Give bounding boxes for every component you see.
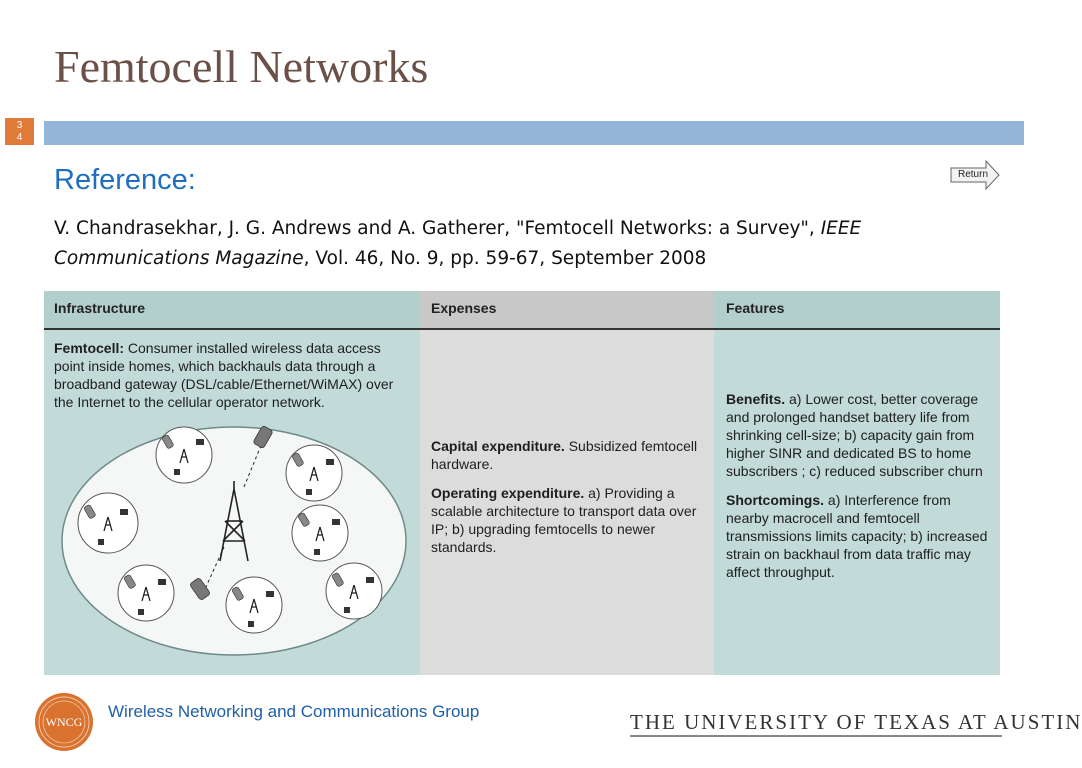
citation-details: , Vol. 46, No. 9, pp. 59-67, September 2008 (303, 248, 707, 269)
capital-expenditure (431, 437, 705, 473)
return-button[interactable] (950, 160, 1000, 190)
header-infrastructure: Infrastructure (54, 300, 146, 316)
benefits-term: Benefits. (726, 391, 786, 407)
shortcomings (726, 491, 990, 581)
reference-citation (54, 214, 994, 274)
femtocell-description: Consumer installed wireless data access point inside homes, which backhauls data through a broadband gateway (DSL/cable/Ethernet/WiMAX) over the Internet to the cellular operator network. (54, 340, 394, 410)
footer-university-underline (630, 735, 1002, 737)
capital-term: Capital expenditure. (431, 438, 565, 454)
femtocell-network-diagram (58, 421, 410, 661)
title-divider-bar (44, 121, 1024, 145)
operating-expenditure (431, 484, 705, 556)
femtocell-term: Femtocell: (54, 340, 125, 356)
return-button-label: Return (957, 169, 988, 180)
shortcomings-term: Shortcomings. (726, 492, 825, 508)
logo-text: WNCG (45, 715, 83, 729)
expenses-cell (431, 437, 705, 567)
footer-university: THE UNIVERSITY OF TEXAS AT AUSTIN (630, 710, 1082, 734)
table-header-row (44, 291, 1000, 328)
citation-journal: IEEE Communications Magazine (54, 218, 862, 269)
operating-term: Operating expenditure. (431, 485, 585, 501)
wncg-logo-icon (34, 692, 94, 752)
benefits-text: a) Lower cost, better coverage and prolonged handset battery life from shrinking cell-size; b) capacity gain from higher SINR and dedicated BS to home subscribers ; c) reduced subscriber churn (726, 391, 983, 479)
shortcomings-text: a) Interference from nearby macrocell and femtocell transmissions limits capacity; b) increased strain on backhaul from data traffic may affect throughput. (726, 492, 988, 580)
header-divider (44, 328, 1000, 330)
benefits (726, 390, 990, 480)
slide-number-badge: 3 4 (5, 118, 34, 145)
header-features: Features (726, 300, 785, 316)
footer-group-name: Wireless Networking and Communications Group (108, 702, 480, 721)
features-cell (726, 390, 990, 592)
slide-title: Femtocell Networks (54, 41, 429, 92)
header-expenses: Expenses (431, 300, 497, 316)
infrastructure-cell (54, 339, 410, 411)
citation-authors-title: V. Chandrasekhar, J. G. Andrews and A. Gatherer, "Femtocell Networks: a Survey", (54, 218, 821, 239)
reference-heading: Reference: (54, 164, 196, 196)
comparison-table (44, 291, 1000, 675)
capital-text: Subsidized femtocell hardware. (431, 438, 698, 472)
operating-text: a) Providing a scalable architecture to transport data over IP; b) upgrading femtocells to newer standards. (431, 485, 697, 555)
